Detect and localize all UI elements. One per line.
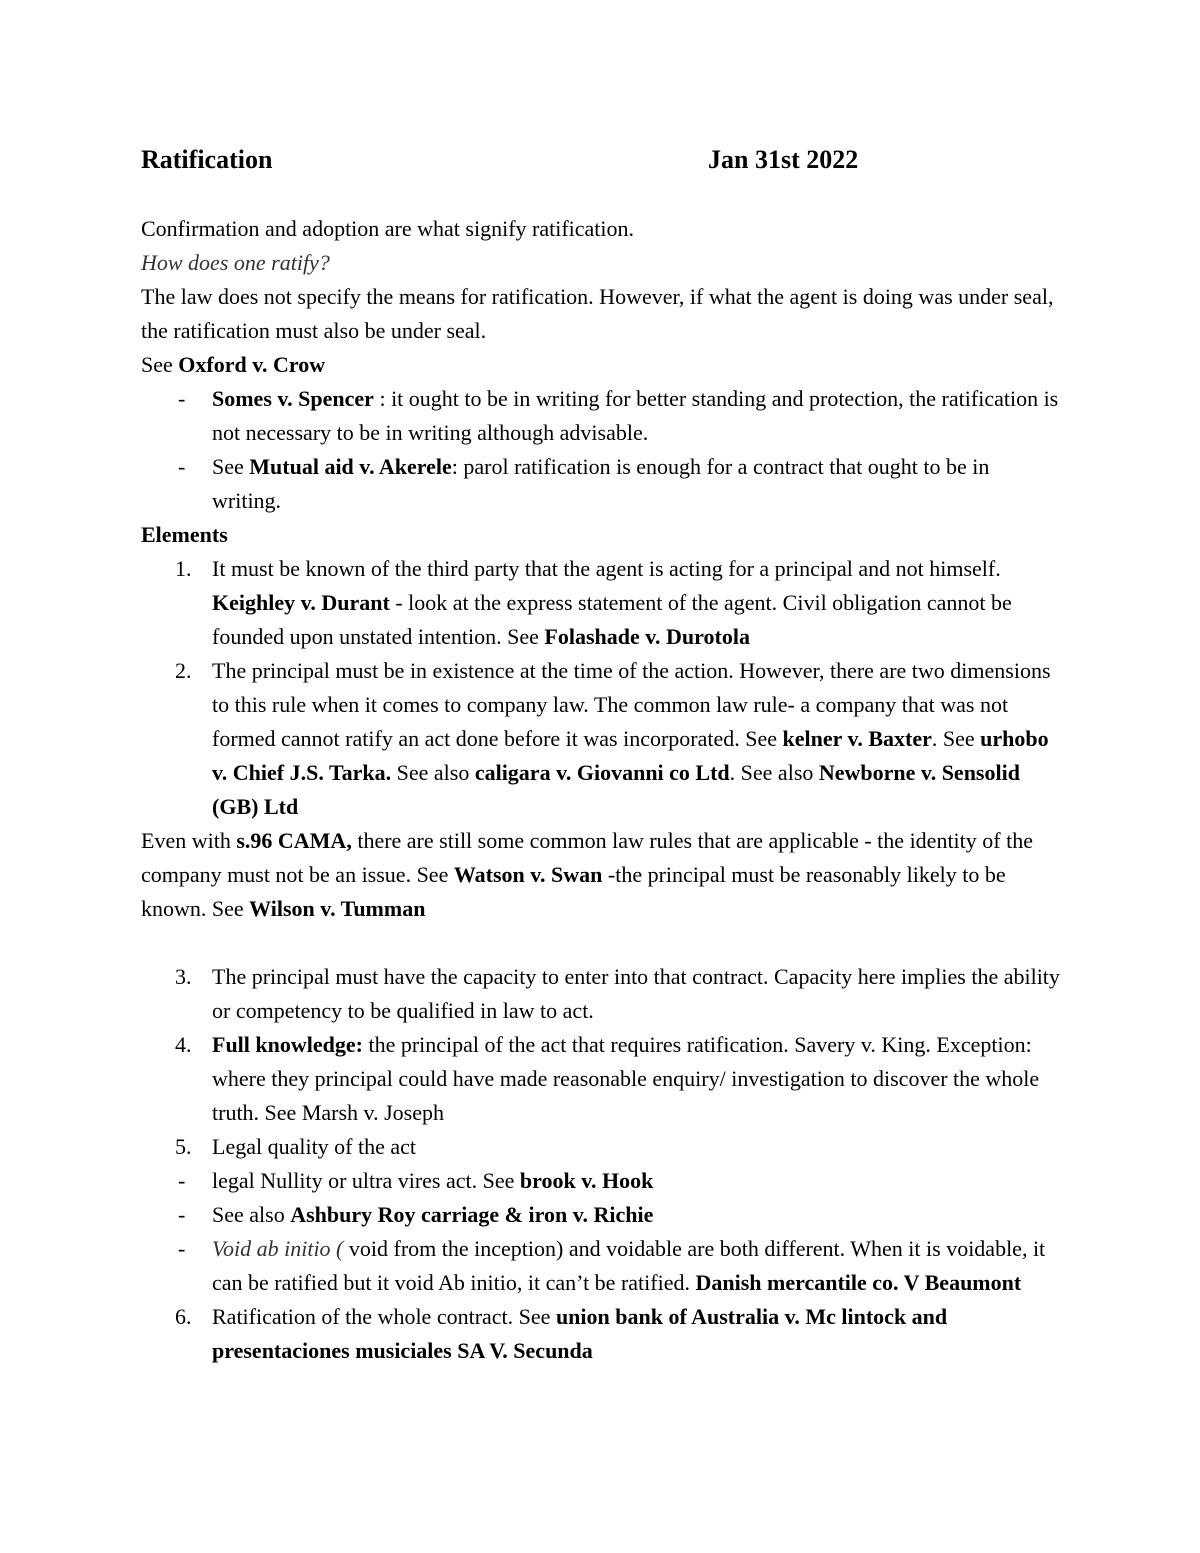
see-prefix: See: [141, 352, 179, 377]
bullet-marker: -: [178, 1236, 186, 1261]
list-item: 4. Full knowledge: the principal of the act that requires ratification. Savery v. King. Exception: where they principal could have made reasonable enquiry/ investigation to discover the whole truth. See Marsh v. Joseph: [141, 1028, 1061, 1130]
case-name: kelner v. Baxter: [782, 726, 932, 751]
list-item: 3. The principal must have the capacity to enter into that contract. Capacity here implies the ability or competency to be qualified in law to act.: [141, 960, 1061, 1028]
case-name: Somes v. Spencer: [212, 386, 374, 411]
case-name: Danish mercantile co. V Beaumont: [695, 1270, 1022, 1295]
case-name: urhobo v. Chief J.S. Tarka.: [212, 726, 1049, 785]
case-name: Keighley v. Durant: [212, 590, 390, 615]
latin-term: Void ab initio (: [212, 1236, 344, 1261]
item-prefix: See: [212, 454, 250, 479]
header: [141, 140, 1061, 180]
intro-means-paragraph: The law does not specify the means for ratification. However, if what the agent is doing was under seal, the ratification must also be under seal.: [141, 284, 1054, 343]
case-name: Wilson v. Tumman: [249, 896, 426, 921]
case-name: Mutual aid v. Akerele: [249, 454, 452, 479]
number-marker: 3.: [175, 964, 192, 989]
list-item: [141, 382, 1061, 450]
number-marker: 2.: [175, 658, 192, 683]
bullet-marker: -: [178, 386, 186, 411]
case-name: caligara v. Giovanni co Ltd: [474, 760, 730, 785]
statute-ref: s.96 CAMA,: [236, 828, 352, 853]
list-item: 1. It must be known of the third party that the agent is acting for a principal and not himself. Keighley v. Durant - look at the express statement of the agent. Civil obligation cannot be founded upon unstated intention. See Folashade v. Durotola: [141, 552, 1061, 654]
number-marker: 5.: [175, 1134, 192, 1159]
list-item: 5. Legal quality of the act: [141, 1130, 1061, 1164]
case-name: Ashbury Roy carriage & iron v. Richie: [290, 1202, 654, 1227]
item-text: : parol ratification is enough for a contract that ought to be in writing.: [212, 454, 990, 513]
case-name: brook v. Hook: [519, 1168, 654, 1193]
page-date: Jan 31st 2022: [708, 145, 859, 174]
case-name: Folashade v. Durotola: [544, 624, 750, 649]
bullet-marker: -: [178, 1202, 186, 1227]
page-title: Ratification: [141, 145, 273, 174]
list-item: - Void ab initio ( void from the inception) and voidable are both different. When it is voidable, it can be ratified but it void Ab initio, it can’t be ratified. Danish mercantile co. V Beaumont: [141, 1232, 1061, 1300]
case-name: union bank of Australia v. Mc lintock and presentaciones musiciales SA V. Secunda: [212, 1304, 948, 1363]
number-marker: 4.: [175, 1032, 192, 1057]
number-marker: 1.: [175, 556, 192, 581]
case-name: Watson v. Swan: [453, 862, 603, 887]
list-item: - legal Nullity or ultra vires act. See brook v. Hook: [141, 1164, 1061, 1198]
intro-see-line: [141, 348, 1061, 382]
case-name: Oxford v. Crow: [178, 352, 326, 377]
number-marker: 6.: [175, 1304, 192, 1329]
intro-paragraph: Confirmation and adoption are what signify ratification.: [141, 216, 635, 241]
cama-paragraph: Even with s.96 CAMA, there are still some common law rules that are applicable - the identity of the company must not be an issue. See Watson v. Swan -the principal must be reasonably likely to be known. See Wilson v. Tumman: [141, 828, 1033, 921]
list-item: [141, 450, 1061, 518]
item-label: Full knowledge:: [212, 1032, 363, 1057]
intro-question: How does one ratify?: [141, 250, 330, 275]
list-item: 6. Ratification of the whole contract. See union bank of Australia v. Mc lintock and presentaciones musiciales SA V. Secunda: [141, 1300, 1061, 1368]
blank-line: [141, 926, 1061, 960]
elements-heading: Elements: [141, 522, 228, 547]
document-page: [141, 140, 1061, 1368]
bullet-marker: -: [178, 454, 186, 479]
list-item: - See also Ashbury Roy carriage & iron v. Richie: [141, 1198, 1061, 1232]
item-text: : it ought to be in writing for better standing and protection, the ratification is not necessary to be in writing although advisable.: [212, 386, 1059, 445]
case-name: Newborne v. Sensolid (GB) Ltd: [212, 760, 1020, 819]
list-item: 2. The principal must be in existence at the time of the action. However, there are two dimensions to this rule when it comes to company law. The common law rule- a company that was not formed cannot ratify an act done before it was incorporated. See kelner v. Baxter. See urhobo v. Chief J.S. Tarka. See also caligara v. Giovanni co Ltd. See also Newborne v. Sensolid (GB) Ltd: [141, 654, 1061, 824]
bullet-marker: -: [178, 1168, 186, 1193]
